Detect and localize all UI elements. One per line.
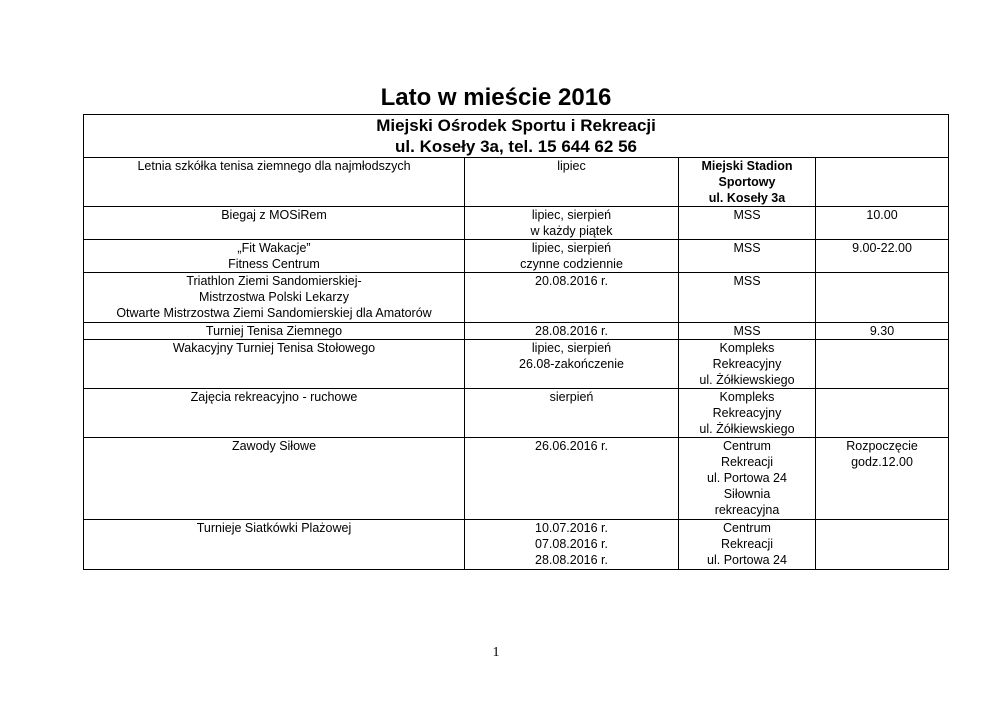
event-place-line: MSS xyxy=(733,241,761,255)
event-place-cell xyxy=(679,323,816,340)
event-place-line: Kompleks xyxy=(719,341,775,355)
organization-name: Miejski Ośrodek Sportu i Rekreacji xyxy=(376,116,656,135)
event-name-line: „Fit Wakacje” xyxy=(237,241,311,255)
event-row xyxy=(84,323,949,340)
event-name-line: Biegaj z MOSiRem xyxy=(221,208,327,222)
event-name-line: Mistrzostwa Polski Lekarzy xyxy=(198,290,350,304)
event-place-cell xyxy=(679,520,816,570)
event-date-line: lipiec, sierpień xyxy=(531,341,612,355)
document-title: Lato w mieście 2016 xyxy=(380,84,612,111)
event-date-cell xyxy=(465,389,679,438)
event-date-cell xyxy=(465,240,679,273)
event-name-cell xyxy=(84,207,465,240)
event-name-cell xyxy=(84,438,465,520)
event-place-line: ul. Portowa 24 xyxy=(707,471,787,485)
event-place-line: Sportowy xyxy=(718,175,776,189)
event-name-line: Zajęcia rekreacyjno - ruchowe xyxy=(190,390,358,404)
event-place-line: Centrum xyxy=(723,521,771,535)
event-name-cell xyxy=(84,158,465,207)
event-place-line: MSS xyxy=(733,324,761,338)
event-name-cell xyxy=(84,520,465,570)
organization-header xyxy=(84,115,949,158)
event-date-line: w każdy piątek xyxy=(530,224,613,238)
event-place-cell xyxy=(679,273,816,323)
event-place-line: Rekreacyjny xyxy=(712,357,782,371)
event-place-cell xyxy=(679,240,816,273)
event-time-cell xyxy=(816,240,949,273)
event-time-cell xyxy=(816,207,949,240)
event-place-line: Kompleks xyxy=(719,390,775,404)
event-time-line: Rozpoczęcie xyxy=(846,439,918,453)
event-place-line: MSS xyxy=(733,274,761,288)
event-place-line: ul. Koseły 3a xyxy=(708,191,786,205)
event-row xyxy=(84,438,949,520)
event-name-cell xyxy=(84,273,465,323)
event-name-line: Letnia szkółka tenisa ziemnego dla najmłodszych xyxy=(137,159,411,173)
event-time-cell xyxy=(816,389,949,438)
event-date-line: 28.08.2016 r. xyxy=(535,553,608,567)
event-date-line: lipiec, sierpień xyxy=(531,208,612,222)
event-place-line: Rekreacyjny xyxy=(712,406,782,420)
event-place-line: MSS xyxy=(733,208,761,222)
event-row xyxy=(84,340,949,389)
event-name-cell xyxy=(84,389,465,438)
event-name-line: Fitness Centrum xyxy=(228,257,320,271)
event-date-line: lipiec, sierpień xyxy=(531,241,612,255)
event-place-cell xyxy=(679,438,816,520)
event-place-cell xyxy=(679,158,816,207)
event-time-cell xyxy=(816,520,949,570)
event-date-line: lipiec xyxy=(557,159,586,173)
event-date-cell xyxy=(465,323,679,340)
event-date-line: 10.07.2016 r. xyxy=(535,521,608,535)
event-place-line: Miejski Stadion xyxy=(701,159,793,173)
event-date-line: 26.08-zakończenie xyxy=(519,357,624,371)
event-name-line: Turniej Tenisa Ziemnego xyxy=(205,324,343,338)
event-name-line: Zawody Siłowe xyxy=(231,439,317,453)
event-place-cell xyxy=(679,207,816,240)
event-date-line: 26.06.2016 r. xyxy=(535,439,608,453)
event-row xyxy=(84,273,949,323)
event-date-cell xyxy=(465,158,679,207)
event-time-cell xyxy=(816,158,949,207)
event-row xyxy=(84,520,949,570)
event-place-line: ul. Żółkiewskiego xyxy=(699,422,795,436)
event-time-line: godz.12.00 xyxy=(851,455,913,469)
event-time-cell xyxy=(816,323,949,340)
event-place-cell xyxy=(679,340,816,389)
event-time-line: 9.00-22.00 xyxy=(852,241,912,255)
organization-header-row xyxy=(84,115,949,158)
event-date-cell xyxy=(465,273,679,323)
event-date-cell xyxy=(465,520,679,570)
event-name-cell xyxy=(84,340,465,389)
event-place-line: ul. Żółkiewskiego xyxy=(699,373,795,387)
event-date-cell xyxy=(465,340,679,389)
event-date-cell xyxy=(465,207,679,240)
event-name-line: Otwarte Mistrzostwa Ziemi Sandomierskiej dla Amatorów xyxy=(116,306,432,320)
event-place-line: Centrum xyxy=(723,439,771,453)
event-row xyxy=(84,389,949,438)
event-place-line: ul. Portowa 24 xyxy=(707,553,787,567)
event-row xyxy=(84,158,949,207)
event-name-cell xyxy=(84,240,465,273)
event-place-line: Rekreacji xyxy=(720,537,774,551)
event-name-line: Wakacyjny Turniej Tenisa Stołowego xyxy=(172,341,376,355)
event-row xyxy=(84,240,949,273)
event-name-cell xyxy=(84,323,465,340)
event-place-line: Siłownia xyxy=(723,487,771,501)
events-table xyxy=(83,114,949,570)
event-date-line: 28.08.2016 r. xyxy=(535,324,608,338)
event-row xyxy=(84,207,949,240)
event-name-line: Triathlon Ziemi Sandomierskiej- xyxy=(186,274,362,288)
page-number: 1 xyxy=(492,645,500,660)
event-place-line: rekreacyjna xyxy=(714,503,780,517)
event-place-cell xyxy=(679,389,816,438)
event-name-line: Turnieje Siatkówki Plażowej xyxy=(196,521,352,535)
event-time-line: 9.30 xyxy=(869,324,895,338)
event-time-cell xyxy=(816,340,949,389)
event-date-line: sierpień xyxy=(549,390,594,404)
event-time-cell xyxy=(816,273,949,323)
event-time-line: 10.00 xyxy=(866,208,898,222)
organization-address: ul. Koseły 3a, tel. 15 644 62 56 xyxy=(395,137,637,156)
event-date-line: 07.08.2016 r. xyxy=(535,537,608,551)
event-date-line: czynne codziennie xyxy=(520,257,623,271)
event-place-line: Rekreacji xyxy=(720,455,774,469)
event-date-line: 20.08.2016 r. xyxy=(535,274,608,288)
event-date-cell xyxy=(465,438,679,520)
event-time-cell xyxy=(816,438,949,520)
